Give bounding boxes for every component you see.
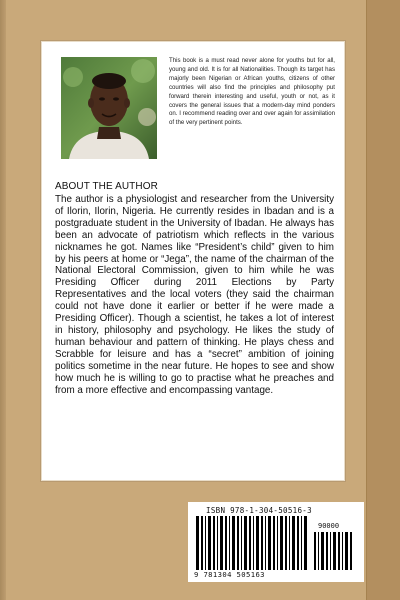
endorsement-blurb: This book is a must read never alone for youths but for all, young and old. It is for all Nationalities. Though its target has majorly been Nigerian or African youths, citizens of other countries will also find the principles and philosophy put forward therein interesting and useful, youth or not, as it covers the general issues that a modern-day mind ponders on. I recommend reading over and over again for assimilation of the very pertinent points.: [169, 57, 335, 127]
about-author-heading: ABOUT THE AUTHOR: [55, 181, 158, 192]
cover-edge-strip: [366, 0, 400, 600]
price-barcode: [314, 532, 356, 572]
price-code: 90000: [318, 522, 340, 530]
author-photo-illustration: [61, 57, 157, 159]
text-panel: [40, 40, 346, 482]
isbn-label: ISBN 978-1-304-50516-3: [206, 506, 312, 515]
barcode-digits: 9 781304 505163: [194, 570, 265, 579]
barcode-box: [188, 502, 364, 582]
about-author-text: The author is a physiologist and researcher from the University of Ilorin, Ilorin, Nigeria. He currently resides in Ibadan and is a postgraduate student in the University of Ibadan. He always has been an advocate of patriotism which reflects in the various nicknames he got. Names like “President’s child” given to him by his peers at home or “Jega”, the name of the chairman of the National Electoral Commission, given to him while he was Presiding Officer during 2011 Elections by Party Representatives and the local voters (they said the chairman could not have done it earlier or better if he were made a Presiding Officer). Though a scientist, he takes a lot of interest in history, philosophy and psychology. He likes the study of human behaviour and pattern of thinking. He plays chess and Scrabble for leisure and has a “secret” ambition of joining politics sometime in the near future. He hopes to see and show how much he is willing to go to practise what he preaches and from a more effective and encompassing vantage.: [55, 194, 334, 396]
author-photo: [61, 57, 157, 159]
isbn-barcode: [196, 516, 308, 572]
spine-edge: [0, 0, 6, 600]
